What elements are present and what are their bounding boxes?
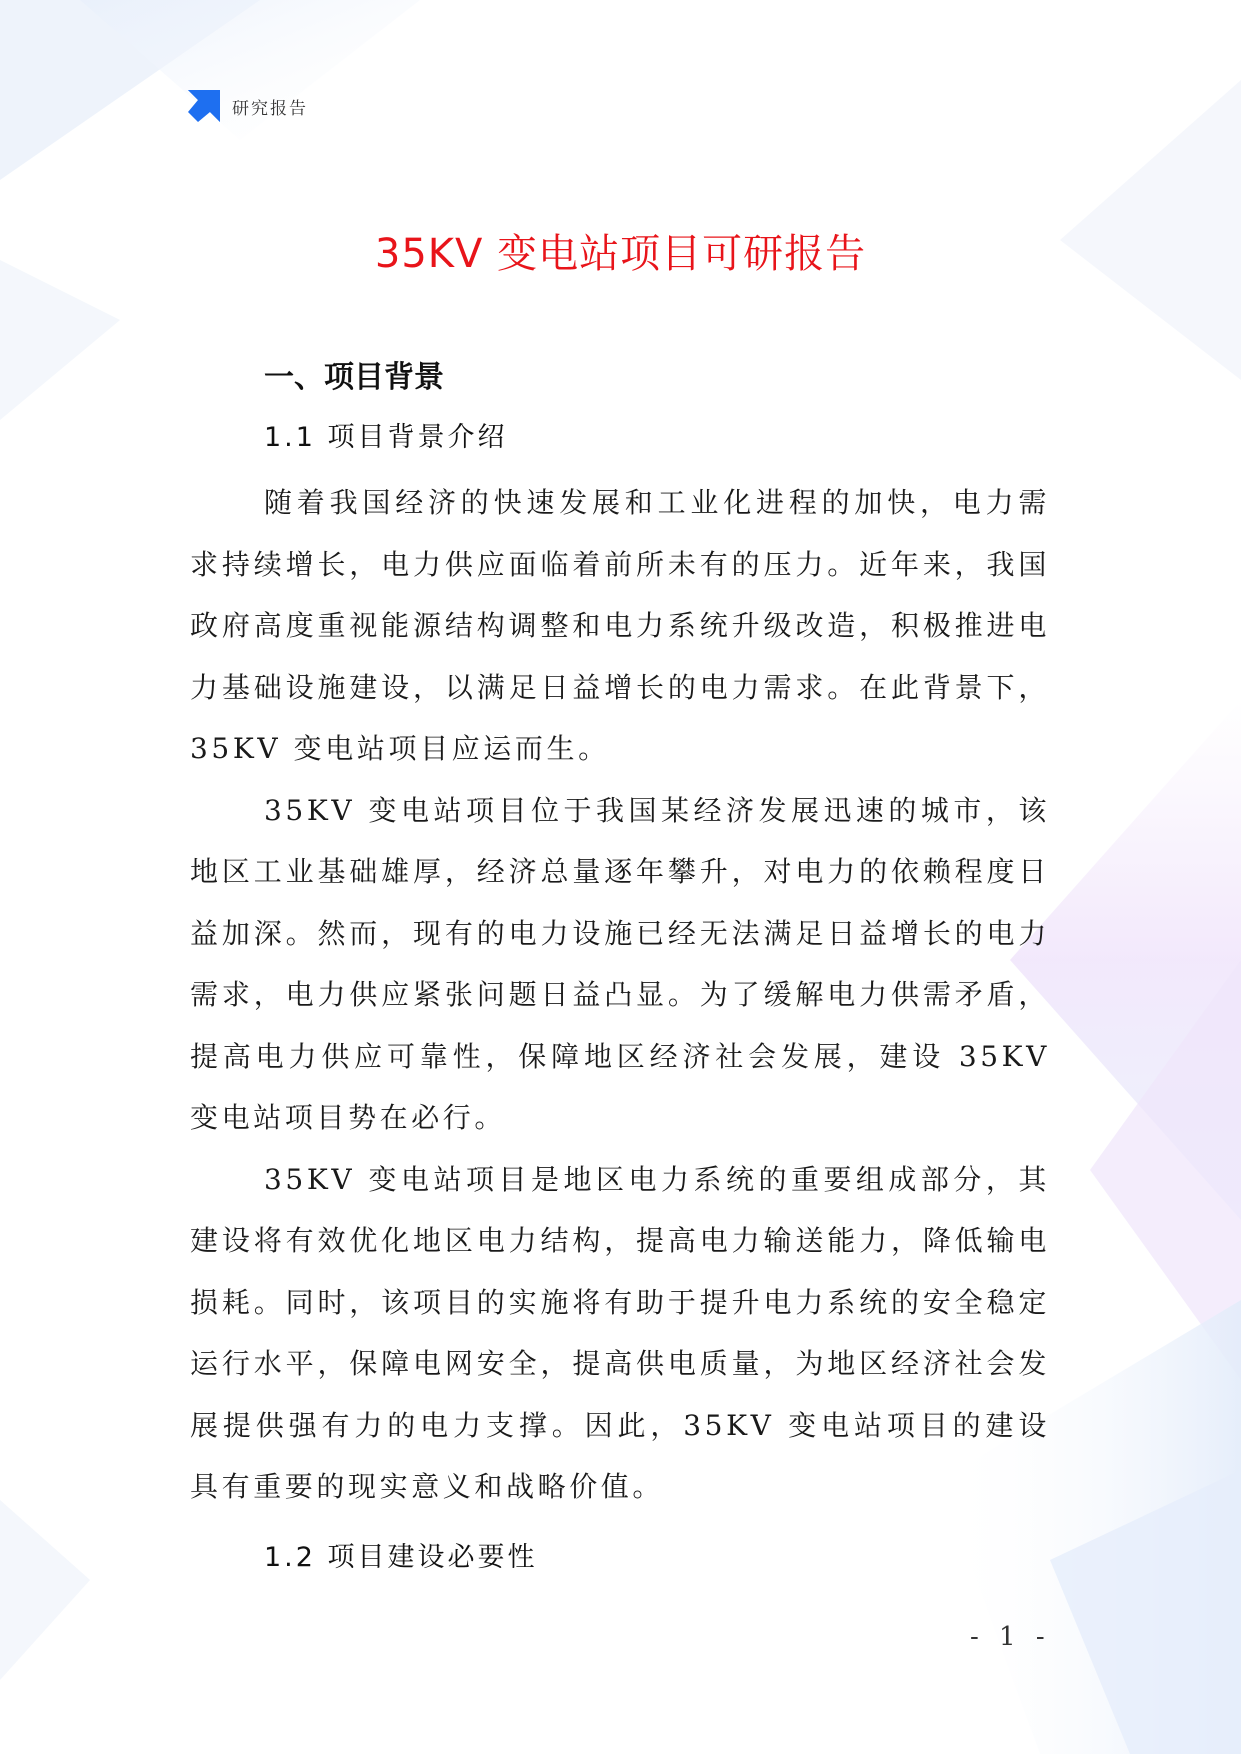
subsection-heading: 1.1 项目背景介绍 [264,422,508,453]
document-body [190,350,1050,1592]
paragraph: 随着我国经济的快速发展和工业化进程的加快，电力需求持续增长，电力供应面临着前所未有的压力。近年来，我国政府高度重视能源结构调整和电力系统升级改造，积极推进电力基础设施建设，以满足日益增长的电力需求。在此背景下，35KV 变电站项目应运而生。 [190,486,1050,765]
paragraph: 35KV 变电站项目位于我国某经济发展迅速的城市，该地区工业基础雄厚，经济总量逐年攀升，对电力的依赖程度日益加深。然而，现有的电力设施已经无法满足日益增长的电力需求，电力供应紧张问题日益凸显。为了缓解电力供需矛盾，提高电力供应可靠性，保障地区经济社会发展，建设 35KV 变电站项目势在必行。 [190,793,1050,1134]
document-title: 35KV 变电站项目可研报告 [374,231,867,277]
paragraph: 35KV 变电站项目是地区电力系统的重要组成部分，其建设将有效优化地区电力结构，提高电力输送能力，降低输电损耗。同时，该项目的实施将有助于提升电力系统的安全稳定运行水平，保障电网安全，提高供电质量，为地区经济社会发展提供强有力的电力支撑。因此，35KV 变电站项目的建设具有重要的现实意义和战略价值。 [190,1162,1050,1503]
header-label: 研究报告 [232,98,308,119]
page-number: - 1 - [970,1622,1051,1652]
section-heading: 一、项目背景 [264,360,444,395]
arrow-up-right-icon [188,90,220,122]
report-header [188,90,308,122]
subsection-heading: 1.2 项目建设必要性 [264,1541,538,1573]
